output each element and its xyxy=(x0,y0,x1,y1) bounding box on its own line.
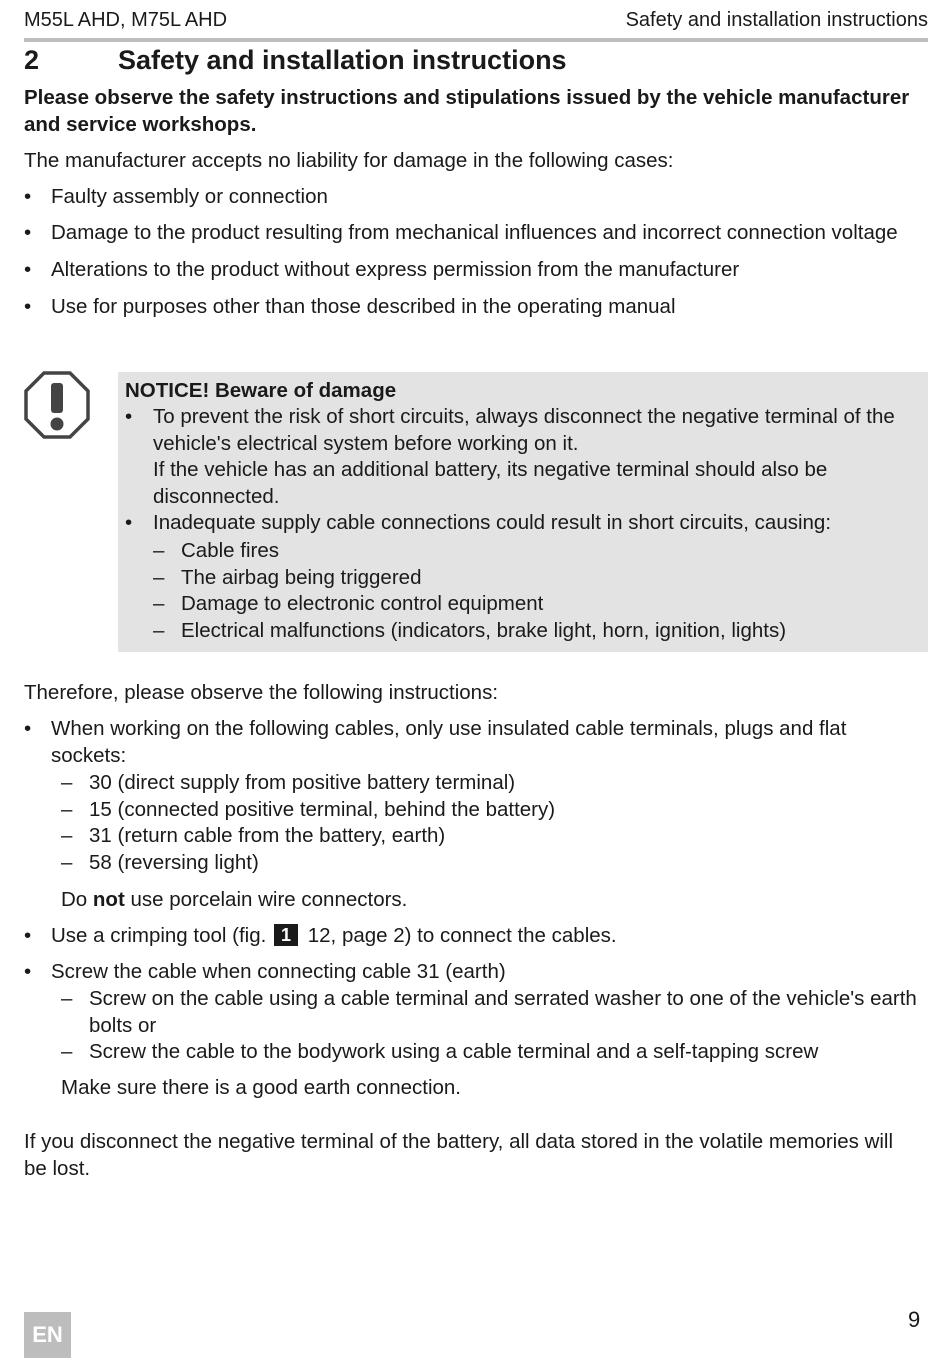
bullet-mark: • xyxy=(24,258,32,281)
liability-intro: The manufacturer accepts no liability for damage in the following cases: xyxy=(24,149,674,172)
header-section: Safety and installation instructions xyxy=(625,9,928,31)
notice-subitem-text: Damage to electronic control equipment xyxy=(181,592,544,615)
dash-mark: – xyxy=(61,987,73,1010)
dash-mark: – xyxy=(153,619,165,642)
notice-item-line: If the vehicle has an additional battery, its negative terminal should also be xyxy=(153,458,828,481)
notice-box xyxy=(118,372,928,652)
crimp-text-pre: Use a crimping tool (fig. xyxy=(51,924,267,947)
final-note-line: If you disconnect the negative terminal of the battery, all data stored in the volatile memories will xyxy=(24,1130,894,1153)
liability-item-text: Damage to the product resulting from mechanical influences and incorrect connection voltage xyxy=(51,221,898,244)
dash-mark: – xyxy=(61,824,73,847)
dash-mark: – xyxy=(153,566,165,589)
bullet-mark: • xyxy=(24,960,32,983)
dash-mark: – xyxy=(61,851,73,874)
cable-item-text: 15 (connected positive terminal, behind the battery) xyxy=(89,798,556,821)
dash-mark: – xyxy=(61,798,73,821)
dash-mark: – xyxy=(61,1040,73,1063)
bullet-mark: • xyxy=(24,295,32,318)
cable-item-text: 31 (return cable from the battery, earth) xyxy=(89,824,446,847)
final-note xyxy=(24,1128,928,1182)
porcelain-note-post: use porcelain wire connectors. xyxy=(124,888,408,911)
porcelain-note-emphasis: not xyxy=(92,888,125,911)
intro-bold-text: Please observe the safety instructions and stipulations issued by the vehicle manufacturer and service workshops. xyxy=(24,86,910,136)
notice-subitem-text: The airbag being triggered xyxy=(181,566,422,589)
page-number: 9 xyxy=(908,1307,921,1332)
instruction-item-line: sockets: xyxy=(51,744,127,767)
bullet-mark: • xyxy=(24,221,32,244)
figure-reference-badge: 1 xyxy=(274,924,298,946)
bullet-mark: • xyxy=(24,185,32,208)
cable-item-text: 30 (direct supply from positive battery terminal) xyxy=(89,771,516,794)
running-header xyxy=(24,8,928,42)
dash-mark: – xyxy=(61,771,73,794)
chapter-number: 2 xyxy=(24,45,40,75)
screw-subitem-line: bolts or xyxy=(89,1014,157,1037)
notice-title: NOTICE! Beware of damage xyxy=(125,379,397,402)
language-tab: EN xyxy=(24,1312,71,1358)
bullet-mark: • xyxy=(125,405,133,428)
porcelain-note xyxy=(61,886,407,913)
screw-subitem-line: Screw on the cable using a cable terminal and serrated washer to one of the vehicle's earth xyxy=(89,987,917,1010)
liability-item-text: Faulty assembly or connection xyxy=(51,185,328,208)
instruction-item-line: When working on the following cables, only use insulated cable terminals, plugs and flat xyxy=(51,717,847,740)
screw-subitem-text: Screw the cable to the bodywork using a cable terminal and a self-tapping screw xyxy=(89,1040,819,1063)
dash-mark: – xyxy=(153,539,165,562)
header-model: M55L AHD, M75L AHD xyxy=(24,9,228,31)
porcelain-note-pre: Do xyxy=(61,888,93,911)
screw-subitem-text xyxy=(89,985,917,1039)
exclamation-octagon-icon xyxy=(24,370,90,440)
notice-item-text: Inadequate supply cable connections could result in short circuits, causing: xyxy=(153,511,832,534)
liability-item-text: Alterations to the product without express permission from the manufacturer xyxy=(51,258,740,281)
final-note-line: be lost. xyxy=(24,1157,91,1180)
instruction-item-text: Screw the cable when connecting cable 31 (earth) xyxy=(51,960,506,983)
dash-mark: – xyxy=(153,592,165,615)
notice-subitem-text: Electrical malfunctions (indicators, brake light, horn, ignition, lights) xyxy=(181,619,787,642)
instructions-intro: Therefore, please observe the following instructions: xyxy=(24,681,499,704)
bullet-mark: • xyxy=(24,924,32,947)
liability-item-text: Use for purposes other than those described in the operating manual xyxy=(51,295,676,318)
instruction-item-text xyxy=(51,715,928,769)
chapter-title: Safety and installation instructions xyxy=(118,45,567,75)
bullet-mark: • xyxy=(125,511,133,534)
crimp-text-post: 12, page 2) to connect the cables. xyxy=(307,924,617,947)
notice-item-line: disconnected. xyxy=(153,484,280,508)
instruction-item-text xyxy=(51,922,928,949)
bullet-mark: • xyxy=(24,717,32,740)
notice-item-line: vehicle's electrical system before working on it. xyxy=(153,431,579,455)
cable-item-text: 58 (reversing light) xyxy=(89,851,259,874)
earth-note: Make sure there is a good earth connection. xyxy=(61,1076,461,1099)
notice-subitem-text: Cable fires xyxy=(181,539,279,562)
notice-item-text xyxy=(153,404,925,510)
notice-item-line: To prevent the risk of short circuits, always disconnect the negative terminal of the xyxy=(153,405,895,428)
